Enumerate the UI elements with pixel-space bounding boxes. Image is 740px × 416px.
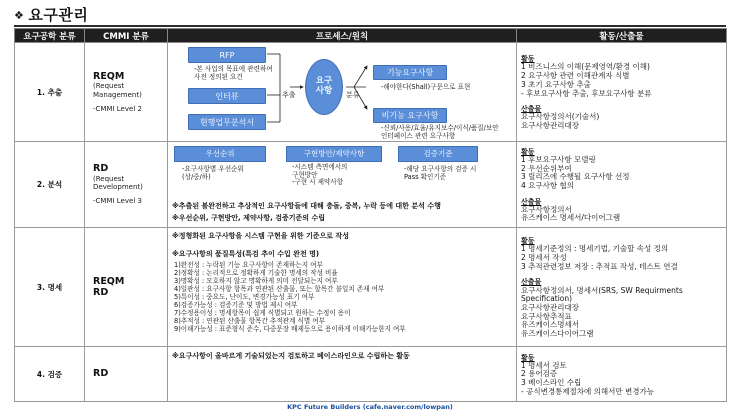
table-row: [15, 228, 727, 347]
quality-list: [174, 261, 406, 333]
list-item: 5)특이성 : 중요도, 난이도, 변경가능성 표기 여부: [174, 293, 315, 302]
list-item: 1)완전성 : 누락된 기능 요구사항이 존재하는지 여부: [174, 261, 323, 269]
header-activities: 활동/산출물: [517, 29, 727, 43]
current-analysis-box: 현행업무분석서: [188, 114, 266, 130]
footer-credit: KPC Future Builders (cafe.naver.com/lowpan): [287, 403, 453, 411]
priority-box: 우선순위: [174, 146, 266, 162]
cmmi-cell: REQM (Request Management) -CMMI Level 2: [85, 43, 168, 142]
nonfunctional-req-desc: -신뢰/사용/효율/유지보수/이식/품질/보안 인터페이스 관련 요구사항: [381, 124, 499, 140]
spec-note: ※정형화된 요구사항을 시스템 구현을 위한 기준으로 작성: [172, 232, 349, 240]
table-header-row: [15, 29, 727, 43]
table-row: [15, 142, 727, 228]
process-cell-analysis: [168, 142, 517, 228]
table-row: [15, 347, 727, 402]
header-cmmi: CMMI 분류: [85, 29, 168, 43]
analysis-note-2: ※우선순위, 구현방안, 제약사항, 검증기준의 수립: [172, 214, 326, 222]
activities-cell: 활동 1 후보요구사항 모델링 2 우선순위부여 3 릴리즈에 수행될 요구사항 선정 4 요구사항 협의 산출물 요구사항정의서 유즈케이스 명세서/다이어그램: [517, 142, 727, 228]
verification-desc: -해당 요구사항의 검증 시 Pass 확인기준: [404, 165, 477, 181]
priority-desc: -요구사항별 우선순위 (상/중/하): [182, 165, 244, 181]
rfp-box: RFP: [188, 47, 266, 63]
nonfunctional-req-box: 비기능 요구사항: [373, 108, 447, 123]
functional-req-desc: -해야한다(Shall)구문으로 표현: [381, 83, 471, 91]
list-item: 2)정확성 : 논리적으로 정확하게 기술한 명세의 작성 비율: [174, 269, 338, 278]
list-item: 3)명확성 : 모호하지 않고 명확하게 의미 전달되는지 여부: [174, 277, 338, 286]
header-process: 프로세스/원칙: [168, 29, 517, 43]
implementation-box: 구현방안/제약사항: [286, 146, 382, 162]
rfp-desc: -본 사업의 목표에 관련하여 사전 정의된 요건: [194, 65, 273, 81]
requirements-ellipse: 요구 사항: [305, 59, 343, 115]
activities-cell: 활동 1 명세기준정의 : 명세기법, 기술할 속성 정의 2 명세서 작성 3 추적관련정보 저장 : 추적표 작성, 테스트 연결 산출물 요구사항정의서, 명세서(SRS, SW Requirments Specification) 요구사항관리대장 요구사항추적표 유즈케이스명세서 유즈케이스다이어그램: [517, 228, 727, 347]
list-item: 6)검증가능성 : 검증기준 및 방법 제시 여부: [174, 301, 298, 310]
table-row: [15, 43, 727, 142]
list-item: 4)일관성 : 요구사항 항목과 연관된 산출물, 또는 항목간 불일치 존재 여부: [174, 285, 385, 294]
list-item: 8)추적성 : 연관된 산출물 항목간 추적관계 식별 여부: [174, 317, 326, 326]
verify-note: ※요구사항이 올바르게 기술되었는지 검토하고 베이스라인으로 수립하는 활동: [172, 352, 410, 360]
cmmi-cell: RD: [85, 347, 168, 402]
requirements-table: [14, 28, 727, 402]
classify-label: 분류: [346, 91, 360, 99]
header-req-eng: 요구공학 분류: [15, 29, 85, 43]
list-item: 7)수정용이성 : 명세항목이 쉽게 식별되고 원하는 수정이 용이: [174, 309, 351, 318]
process-cell-verify: [168, 347, 517, 402]
cmmi-cell: REQM RD: [85, 228, 168, 347]
title-divider: [14, 25, 726, 27]
verification-box: 검증기준: [398, 146, 478, 162]
process-cell-extract: [168, 43, 517, 142]
activities-cell: 활동 1 명세서 검토 2 용어검증 3 베이스라인 수립 - 공식변경통제절차에 의해서만 변경가능: [517, 347, 727, 402]
row-name: 4. 검증: [15, 347, 85, 402]
row-name: 2. 분석: [15, 142, 85, 228]
page-title: ❖ 요구관리: [14, 6, 89, 24]
interview-box: 인터뷰: [188, 88, 266, 104]
analysis-note-1: ※추출된 불완전하고 추상적인 요구사항들에 대해 충돌, 중복, 누락 등에 대한 분석 수행: [172, 202, 441, 210]
process-cell-spec: [168, 228, 517, 347]
diamond-bullet-icon: ❖: [14, 9, 25, 22]
functional-req-box: 기능요구사항: [373, 65, 447, 80]
extract-label: 추출: [282, 91, 296, 99]
list-item: 9)이해가능성 : 표준형식 준수, 다중문장 배제등으로 용이하게 이해가능한지 여부: [174, 325, 406, 334]
activities-cell: 활동 1 비즈니스의 이해(문제영역/환경 이해) 2 요구사항 관련 이해관계자 식별 3 초기 요구사항 추출 - 후보요구사항 추출, 후보요구사항 분류 산출물 요구사항정의서(기술서) 요구사항관리대장: [517, 43, 727, 142]
implementation-desc: -시스템 측면에서의 구현방안 -구현 시 제약사항: [292, 163, 348, 187]
cmmi-cell: RD (Request Development) -CMMI Level 3: [85, 142, 168, 228]
quality-title: ※요구사항의 품질특성(특검 추이 수입 완전 명): [172, 250, 320, 258]
row-name: 3. 명세: [15, 228, 85, 347]
row-name: 1. 추출: [15, 43, 85, 142]
